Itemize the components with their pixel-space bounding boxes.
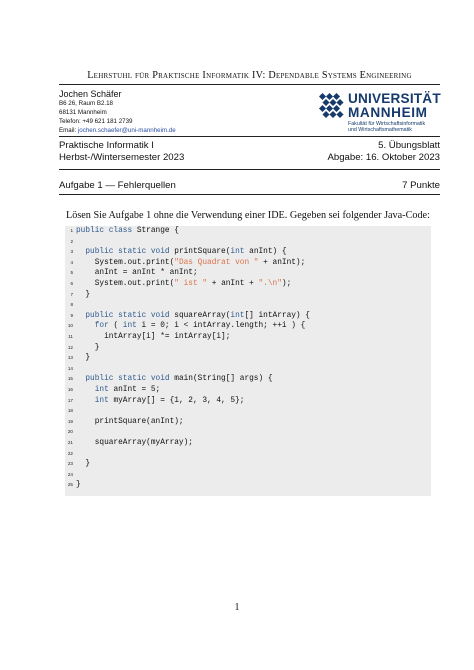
deadline: Abgabe: 16. Oktober 2023 [327, 152, 440, 163]
code-line [65, 321, 431, 332]
line-number: 11 [68, 334, 73, 339]
code-line [65, 290, 431, 301]
email-label: Email: [59, 126, 77, 134]
code-token: } [76, 460, 91, 469]
code-token: int [76, 386, 114, 394]
header-mid-rule [59, 136, 440, 137]
semester: Herbst-/Wintersemester 2023 [59, 152, 185, 163]
line-number: 4 [70, 259, 73, 265]
code-line [65, 353, 431, 364]
page-number: 1 [234, 602, 240, 613]
line-number: 8 [70, 302, 73, 308]
code-line [65, 406, 431, 417]
line-number: 3 [70, 249, 73, 255]
sheet-number: 5. Übungsblatt [378, 140, 440, 151]
line-number: 6 [70, 281, 73, 286]
line-number: 22 [67, 450, 73, 456]
code-token: anInt) { [244, 248, 287, 257]
code-line [65, 237, 431, 248]
line-number: 13 [67, 355, 73, 361]
code-token: int [122, 322, 137, 331]
task-rule [59, 194, 440, 195]
university-logo [318, 91, 442, 137]
code-token: } [76, 354, 91, 363]
crest-icon [319, 92, 345, 120]
email-row [59, 127, 176, 136]
code-token: i = 0; i < intArray.length; ++i ) { [136, 322, 306, 331]
code-line [65, 226, 431, 237]
code-line [65, 300, 431, 311]
code-text [76, 438, 193, 449]
code-line [65, 427, 431, 438]
code-line [65, 374, 431, 385]
code-line [65, 279, 431, 290]
code-token: ".\n" [258, 280, 282, 288]
code-token: [] intArray) { [244, 311, 310, 320]
code-text [76, 374, 273, 385]
code-listing [65, 226, 431, 496]
code-line [65, 449, 431, 460]
code-line [65, 417, 431, 428]
address-line-1: B6 26, Raum B2.18 [59, 100, 114, 107]
code-token: } [76, 343, 100, 352]
code-token: " ist " [174, 280, 208, 288]
task-title: Aufgabe 1 — Fehlerquellen [59, 180, 176, 191]
line-number: 2 [70, 238, 73, 244]
code-token: "Das Quadrat von " [174, 258, 259, 267]
header-bottom-rule [59, 169, 440, 170]
code-text [76, 480, 81, 491]
code-token: intArray[i] *= intArray[i]; [76, 333, 231, 341]
code-text [76, 311, 310, 322]
line-number: 16 [67, 387, 73, 392]
logo-faculty-line-1: Fakultät für Wirtschaftsinformatik [348, 121, 426, 127]
header-top-rule [59, 84, 440, 85]
code-token: int [230, 248, 245, 257]
code-line [65, 268, 431, 279]
line-number: 7 [70, 291, 73, 297]
code-text [76, 258, 305, 269]
code-text [76, 290, 90, 301]
code-token: main(String[] args) { [174, 375, 273, 384]
line-number: 23 [67, 461, 73, 467]
code-text [76, 321, 305, 332]
code-token: myArray[] = {1, 2, 3, 4, 5}; [113, 396, 245, 405]
code-line [65, 258, 431, 269]
logo-faculty [348, 121, 425, 134]
line-number: 24 [67, 471, 73, 477]
logo-faculty-line-2: und Wirtschaftsmathematik [348, 127, 412, 134]
code-token: ( [113, 322, 123, 331]
code-token: squareArray(myArray); [76, 439, 193, 447]
line-number: 9 [70, 312, 73, 318]
code-text [76, 417, 184, 428]
code-line [65, 343, 431, 354]
code-text [76, 385, 160, 396]
code-token: anInt = 5; [113, 386, 161, 394]
email-link[interactable]: jochen.schaefer@uni-mannheim.de [77, 126, 176, 134]
line-number: 18 [67, 408, 73, 414]
code-token: Strange { [136, 227, 179, 235]
phone-number: Telefon: +49 621 181 2739 [59, 117, 133, 125]
code-token: public static void [76, 311, 175, 320]
task-intro: Lösen Sie Aufgabe 1 ohne die Verwendung einer IDE. Gegeben sei folgender Java-Code: [66, 210, 430, 221]
code-text [76, 247, 287, 258]
code-token: public class [76, 227, 137, 235]
code-text [76, 226, 179, 237]
code-token: public static void [76, 375, 175, 384]
code-token: for [76, 322, 114, 331]
line-number: 10 [67, 323, 73, 329]
code-text [76, 268, 198, 279]
code-token: + anInt); [258, 258, 306, 267]
line-number: 20 [67, 429, 73, 435]
code-token: printSquare(anInt); [76, 417, 184, 426]
code-line [65, 311, 431, 322]
code-token: ); [281, 280, 292, 288]
line-number: 17 [67, 397, 73, 403]
code-line [65, 396, 431, 407]
course-name: Praktische Informatik I [59, 140, 154, 151]
code-token: System.out.print( [76, 258, 175, 267]
code-token: int [230, 311, 245, 320]
code-text [76, 279, 291, 290]
code-token: public static void [76, 248, 175, 257]
code-line [65, 438, 431, 449]
line-number: 19 [67, 418, 73, 424]
author-name: Jochen Schäfer [59, 89, 122, 99]
code-token: int [76, 396, 114, 405]
line-number: 5 [70, 270, 73, 276]
code-token: squareArray( [174, 311, 231, 320]
code-line [65, 459, 431, 470]
code-text [76, 332, 230, 343]
code-token: printSquare( [174, 248, 231, 257]
address-line-2: 68131 Mannheim [59, 108, 107, 116]
code-text [76, 459, 90, 470]
code-line [65, 332, 431, 343]
code-line [65, 364, 431, 375]
task-points: 7 Punkte [402, 180, 440, 191]
logo-university: UNIVERSITÄT [348, 91, 441, 106]
code-text [76, 396, 244, 407]
line-number: 14 [67, 365, 73, 371]
chair-title: Lehrstuhl für Praktische Informatik IV: Dependable Systems Engineering [87, 70, 412, 81]
line-number: 15 [67, 376, 73, 382]
code-line [65, 470, 431, 481]
code-token: + anInt + [207, 280, 259, 288]
task-header [59, 180, 440, 191]
logo-mannheim: MANNHEIM [348, 105, 428, 120]
line-number: 1 [70, 228, 73, 233]
code-token: } [76, 290, 91, 299]
code-token: } [76, 481, 81, 490]
code-line [65, 385, 431, 396]
code-line [65, 247, 431, 258]
code-token: System.out.print( [76, 280, 175, 288]
code-line [65, 480, 431, 491]
line-number: 21 [67, 440, 73, 445]
code-token: anInt = anInt * anInt; [76, 269, 198, 278]
code-text [76, 353, 90, 364]
line-number: 25 [67, 482, 73, 488]
code-text [76, 343, 99, 354]
line-number: 12 [67, 344, 73, 350]
contact-block [59, 88, 176, 136]
